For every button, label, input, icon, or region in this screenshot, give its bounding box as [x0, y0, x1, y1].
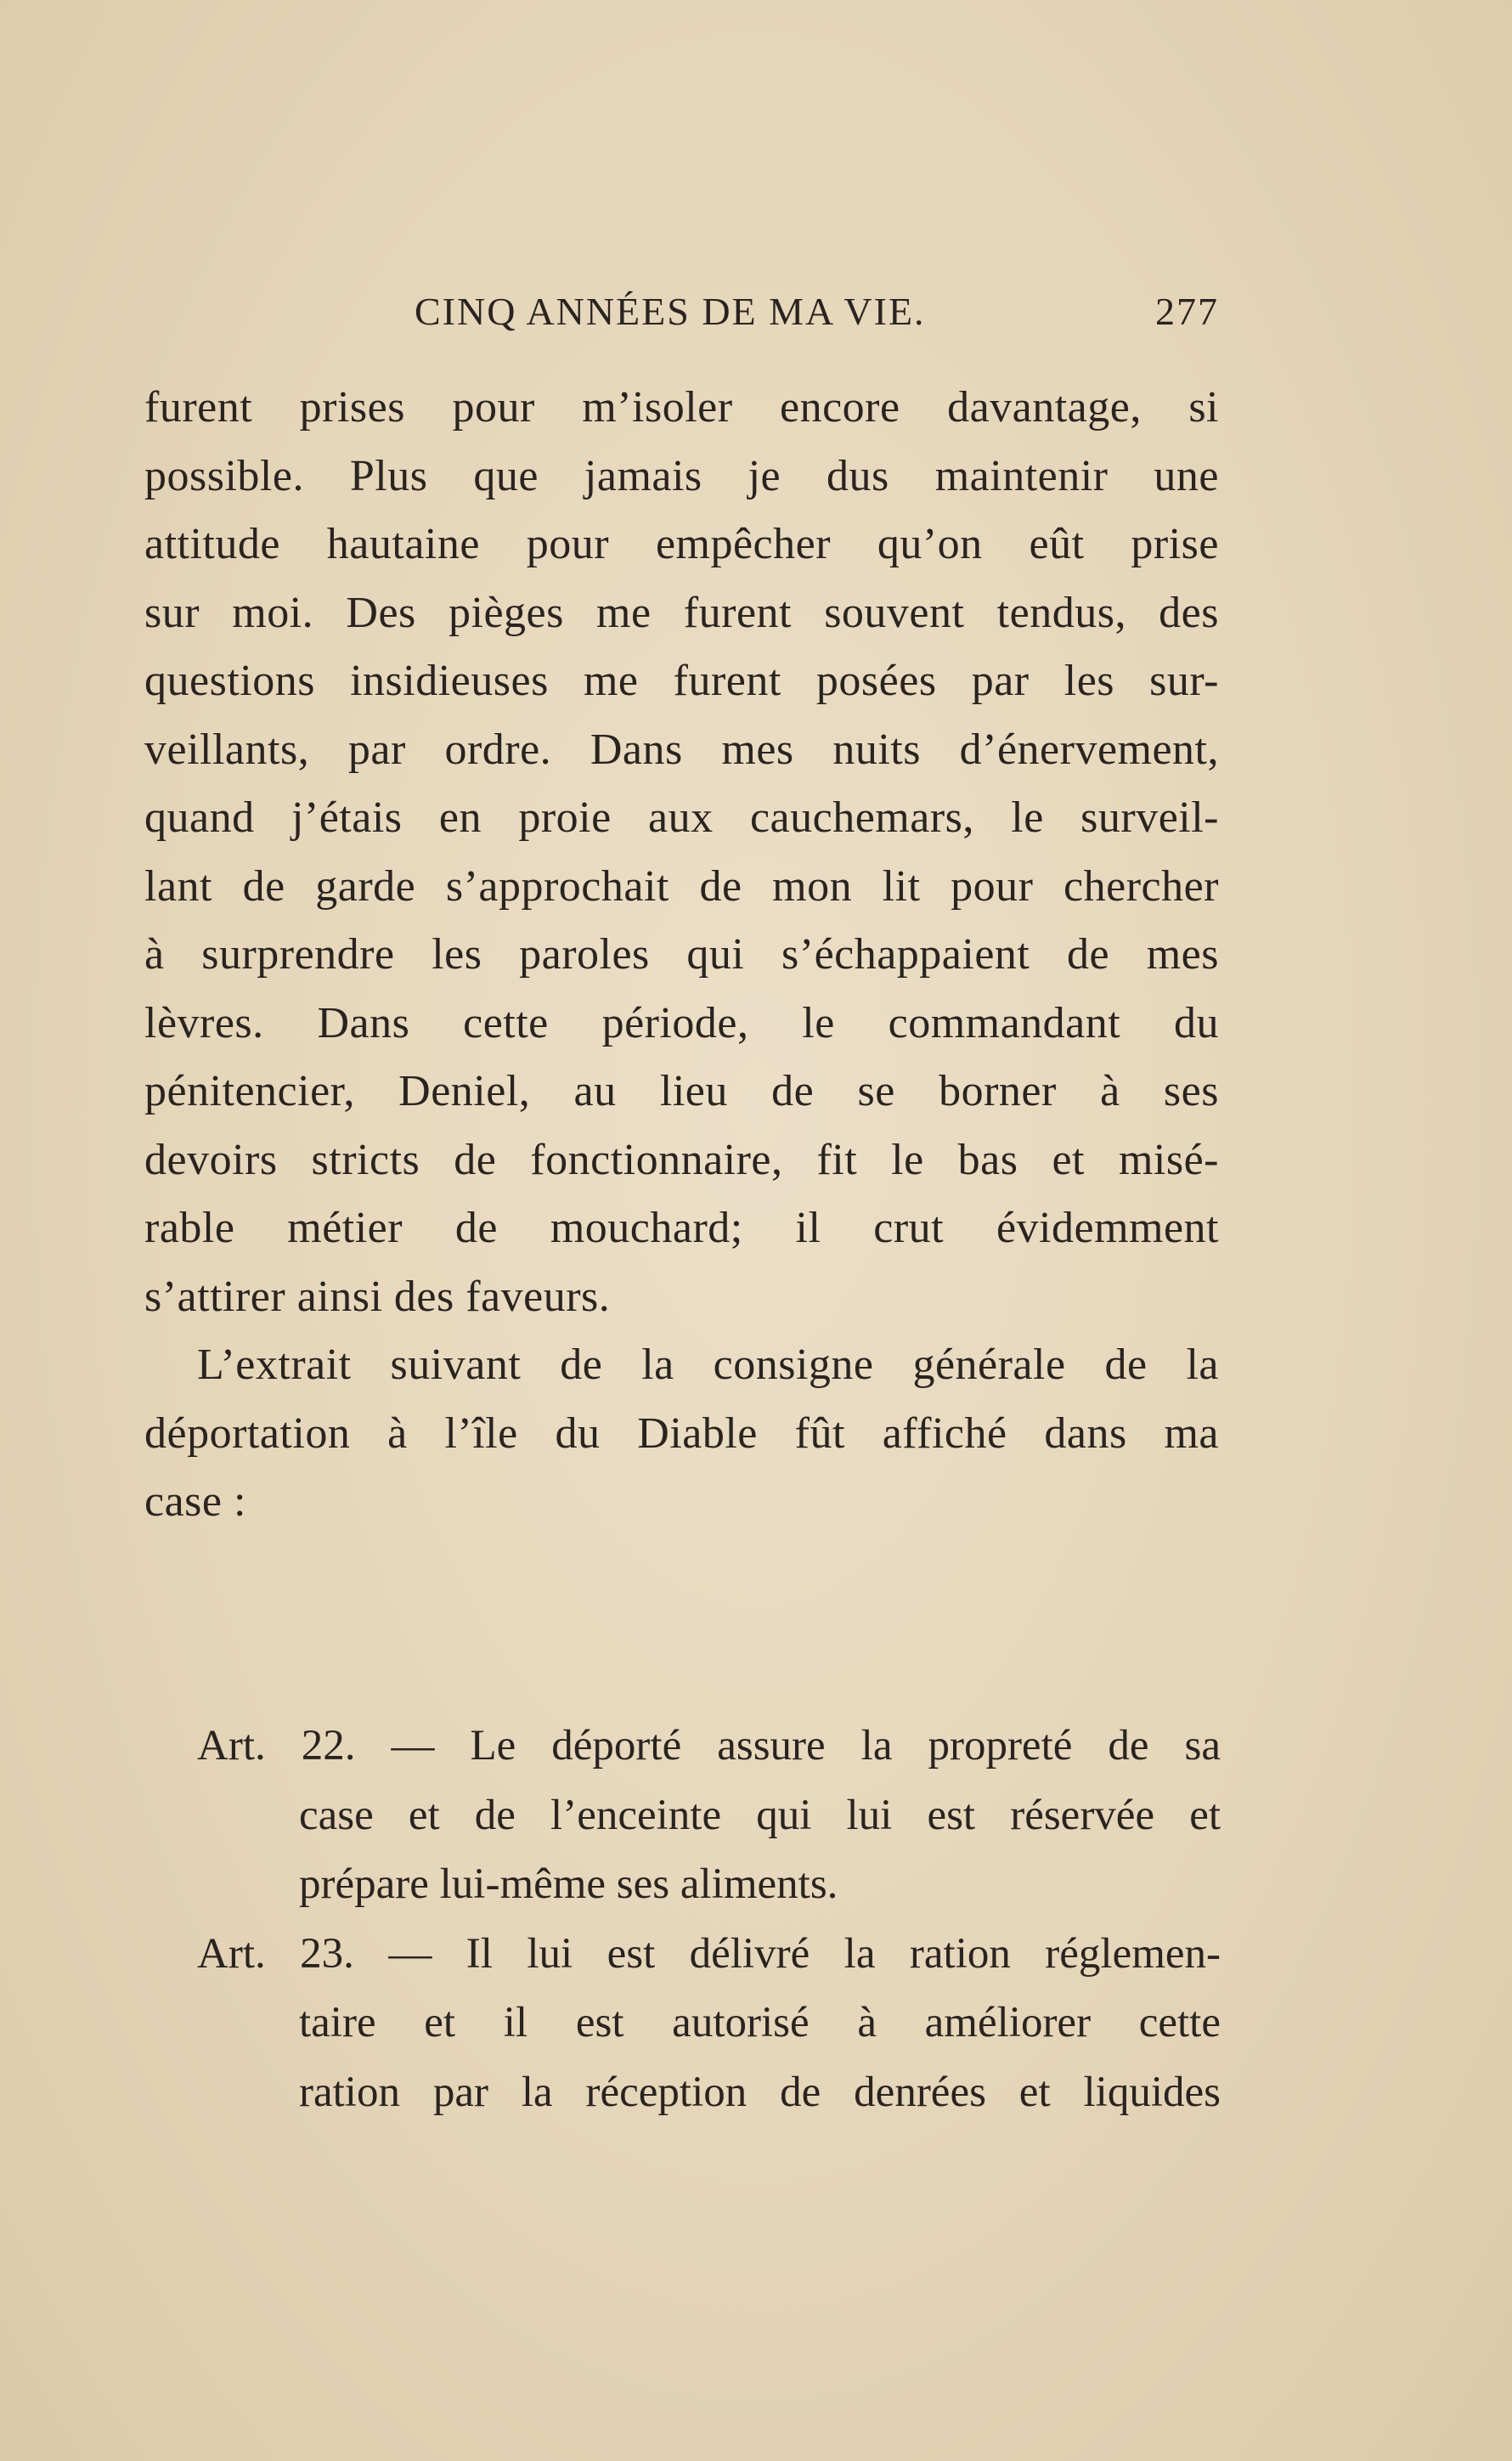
text-line: s’attirer ainsi des faveurs.: [144, 1272, 611, 1321]
article-23: [197, 1920, 1221, 2128]
body-text: [144, 374, 1219, 1537]
text-line: à surprendre les paroles qui s’échappaient de mes: [144, 930, 1219, 979]
text-line: lant de garde s’approchait de mon lit pour chercher: [144, 861, 1219, 911]
text-line: quand j’étais en proie aux cauchemars, le surveil-: [144, 793, 1219, 842]
text-line: devoirs stricts de fonctionnaire, fit le bas et misé-: [144, 1135, 1219, 1184]
text-line: possible. Plus que jamais je dus maintenir une: [144, 451, 1219, 500]
article-line: Art. 22. — Le déporté assure la propreté de sa: [197, 1722, 1221, 1770]
article-line: Art. 23. — Il lui est délivré la ration réglemen-: [197, 1929, 1221, 1978]
text-line: lèvres. Dans cette période, le commandant du: [144, 998, 1219, 1047]
text-line: déportation à l’île du Diable fût affiché dans ma: [144, 1408, 1219, 1458]
text-line: veillants, par ordre. Dans mes nuits d’énervement,: [144, 725, 1219, 774]
text-line: furent prises pour m’isoler encore davantage, si: [144, 383, 1219, 432]
text-line: sur moi. Des pièges me furent souvent tendus, des: [144, 588, 1219, 637]
text-line: rable métier de mouchard; il crut évidemment: [144, 1204, 1219, 1252]
text-line: case :: [144, 1477, 246, 1526]
article-line: prépare lui-même ses aliments.: [299, 1860, 838, 1908]
article-22: [197, 1712, 1221, 1920]
text-line: questions insidieuses me furent posées par les sur-: [144, 657, 1219, 705]
page-number: 277: [1155, 290, 1219, 333]
regulation-articles: [197, 1712, 1221, 2127]
paragraph-2: [144, 1331, 1219, 1537]
article-line: taire et il est autorisé à améliorer cette: [299, 1999, 1221, 2046]
article-line: case et de l’enceinte qui lui est réservée et: [299, 1791, 1221, 1839]
text-line: attitude hautaine pour empêcher qu’on eût prise: [144, 520, 1219, 568]
paragraph-1: [144, 374, 1219, 1331]
running-title: CINQ ANNÉES DE MA VIE.: [415, 290, 926, 333]
text-line: L’extrait suivant de la consigne générale de la: [197, 1341, 1219, 1389]
text-line: pénitencier, Deniel, au lieu de se borner à ses: [144, 1067, 1219, 1115]
article-line: ration par la réception de denrées et liquides: [299, 2068, 1221, 2116]
page-header: [144, 289, 1219, 340]
